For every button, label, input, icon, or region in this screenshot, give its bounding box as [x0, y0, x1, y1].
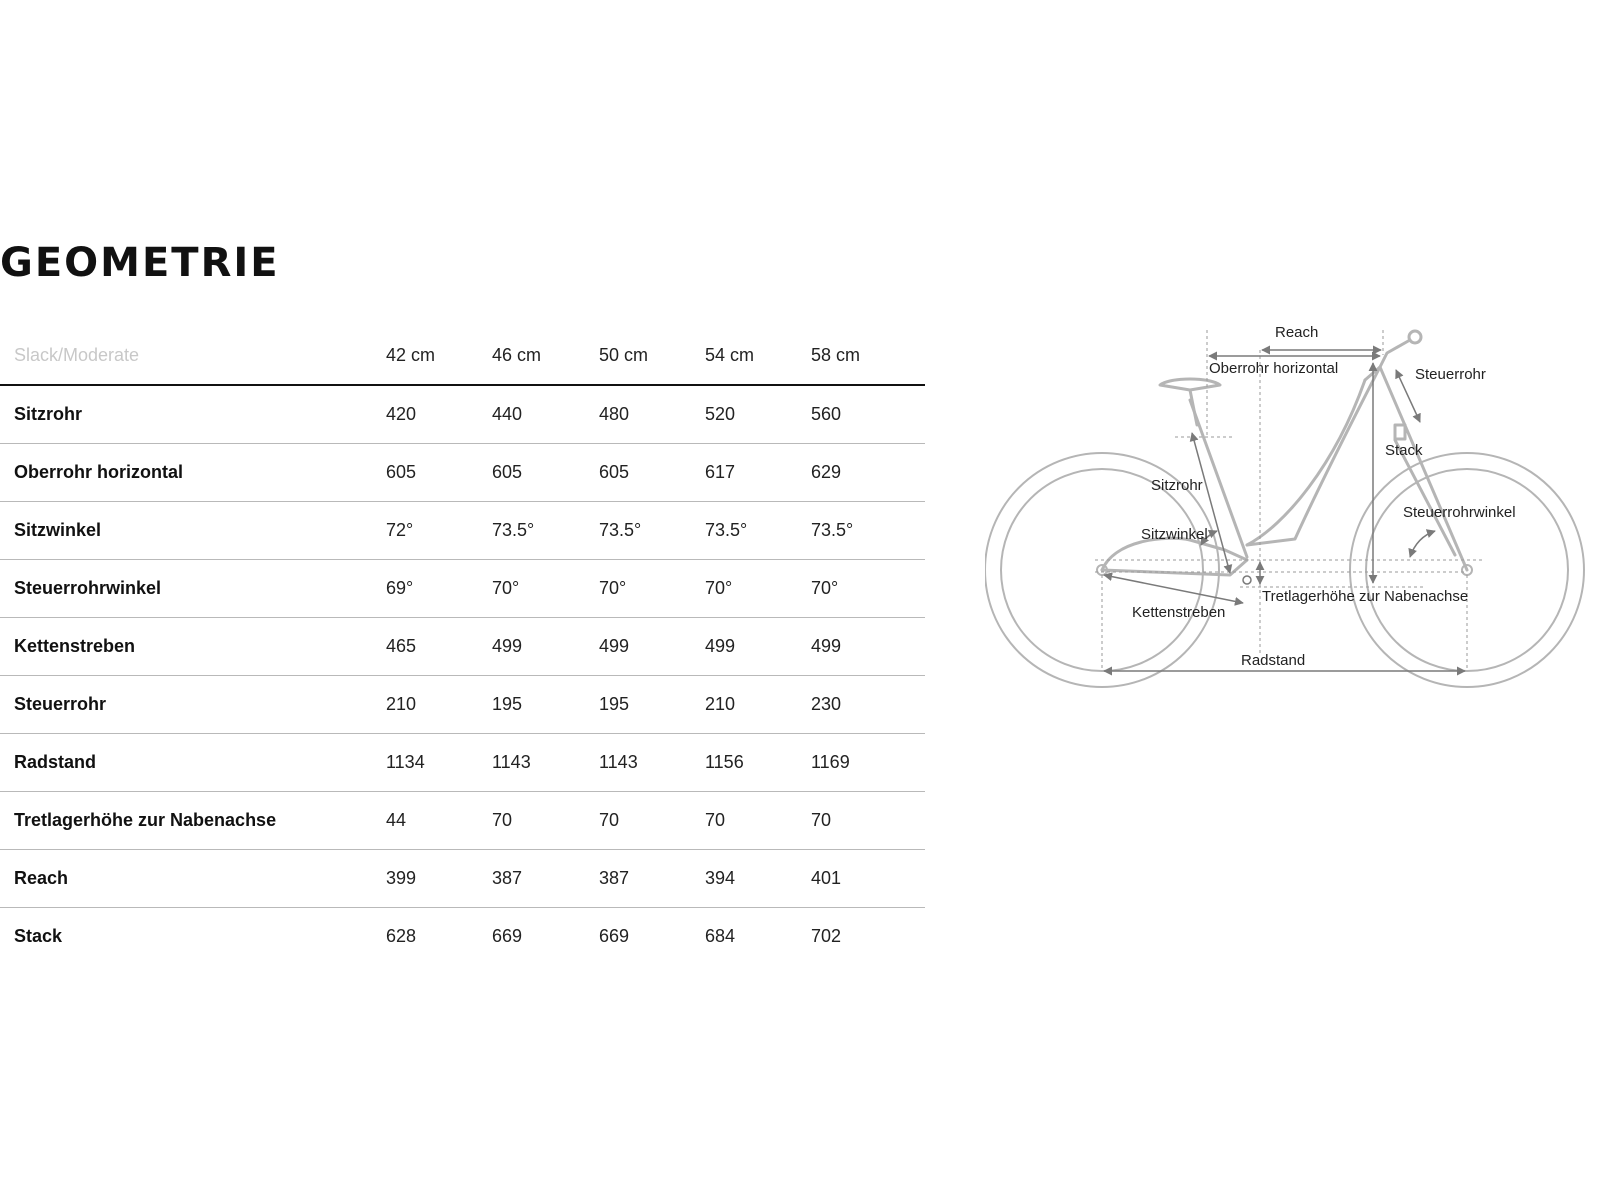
table-cell: 387 [492, 849, 599, 907]
table-cell: 669 [599, 925, 630, 946]
table-cell: 399 [386, 849, 492, 907]
table-cell: 401 [811, 849, 925, 907]
table-cell: 629 [811, 443, 925, 501]
table-cell: 499 [492, 617, 599, 675]
table-cell: 73.5° [599, 501, 705, 559]
table-cell: 465 [386, 617, 492, 675]
page-title: GEOMETRIE [0, 240, 280, 286]
size-header: 58 cm [811, 327, 925, 385]
row-label: Kettenstreben [0, 617, 386, 675]
table-cell: 230 [811, 675, 925, 733]
row-label: Tretlagerhöhe zur Nabenachse [0, 791, 386, 849]
table-header-row [0, 327, 925, 385]
table-cell: 394 [705, 849, 811, 907]
size-header: 50 cm [599, 327, 705, 385]
table-cell: 73.5° [492, 501, 599, 559]
chainstay-arrow [1104, 575, 1243, 603]
label-seat-tube: Sitzrohr [1151, 477, 1203, 494]
table-row [0, 559, 925, 617]
table-cell: 70 [492, 791, 599, 849]
table-cell: 669 [492, 925, 523, 946]
table-row [0, 907, 925, 965]
table-cell: 1143 [599, 733, 705, 791]
row-label: Stack [14, 925, 63, 946]
table-cell: 73.5° [705, 501, 811, 559]
table-row [0, 443, 925, 501]
table-cell: 499 [811, 617, 925, 675]
table-cell: 70° [811, 559, 925, 617]
table-cell: 210 [705, 675, 811, 733]
table-cell: 72° [386, 501, 492, 559]
table-row [0, 849, 925, 907]
table-cell: 499 [705, 617, 811, 675]
table-cell: 387 [599, 849, 705, 907]
label-chainstay: Kettenstreben [1132, 604, 1226, 621]
label-head-tube: Steuerrohr [1415, 366, 1486, 383]
table-cell: 70 [811, 791, 925, 849]
size-header: 54 cm [705, 327, 811, 385]
label-reach: Reach [1275, 325, 1319, 341]
table-cell: 195 [599, 675, 705, 733]
table-cell: 70 [599, 791, 705, 849]
table-cell: 70 [705, 791, 811, 849]
table-cell: 499 [599, 617, 705, 675]
size-header: 42 cm [386, 327, 492, 385]
table-cell: 73.5° [811, 501, 925, 559]
table-cell: 1156 [705, 733, 811, 791]
table-cell: 617 [705, 443, 811, 501]
table-cell: 70° [492, 559, 599, 617]
label-head-angle: Steuerrohrwinkel [1403, 504, 1516, 521]
geometry-table [0, 327, 925, 965]
table-cell: 195 [492, 675, 599, 733]
row-label: Reach [0, 849, 386, 907]
table-cell: 44 [386, 791, 492, 849]
row-label: Steuerrohrwinkel [0, 559, 386, 617]
table-row [0, 617, 925, 675]
table-cell: 1169 [811, 733, 925, 791]
table-cell: 210 [386, 675, 492, 733]
label-wheelbase: Radstand [1241, 652, 1306, 669]
table-row [0, 675, 925, 733]
table-cell: 605 [599, 443, 705, 501]
table-cell: 605 [386, 443, 492, 501]
row-label: Steuerrohr [0, 675, 386, 733]
bottom-bracket [1243, 576, 1251, 584]
head-angle-arrow [1410, 531, 1435, 557]
table-cell: 440 [492, 385, 599, 443]
row-label: Oberrohr horizontal [0, 443, 386, 501]
table-cell: 1143 [492, 733, 599, 791]
table-row [0, 501, 925, 559]
table-cell: 605 [492, 443, 599, 501]
label-stack: Stack [1385, 442, 1423, 459]
table-row [0, 791, 925, 849]
table-cell: 520 [705, 385, 811, 443]
row-label: Sitzwinkel [0, 501, 386, 559]
table-cell: 560 [811, 385, 925, 443]
table-cell: 1134 [386, 733, 492, 791]
row-label: Radstand [0, 733, 386, 791]
table-cell: 628 [386, 925, 417, 946]
table-cell: 69° [386, 559, 492, 617]
label-top-tube: Oberrohr horizontal [1209, 360, 1339, 377]
table-cell: 70° [705, 559, 811, 617]
table-cell: 480 [599, 385, 705, 443]
table-cell: 420 [386, 385, 492, 443]
label-bb-drop: Tretlagerhöhe zur Nabenachse [1262, 588, 1469, 605]
variant-label: Slack/Moderate [0, 327, 386, 385]
size-header: 46 cm [492, 327, 599, 385]
table-row [0, 733, 925, 791]
table-cell: 70° [599, 559, 705, 617]
row-label: Sitzrohr [0, 385, 386, 443]
table-cell: 684 [705, 925, 736, 946]
bike-geometry-diagram [985, 325, 1600, 695]
table-row [0, 385, 925, 443]
label-seat-angle: Sitzwinkel [1141, 526, 1208, 543]
table-cell: 702 [811, 925, 842, 946]
